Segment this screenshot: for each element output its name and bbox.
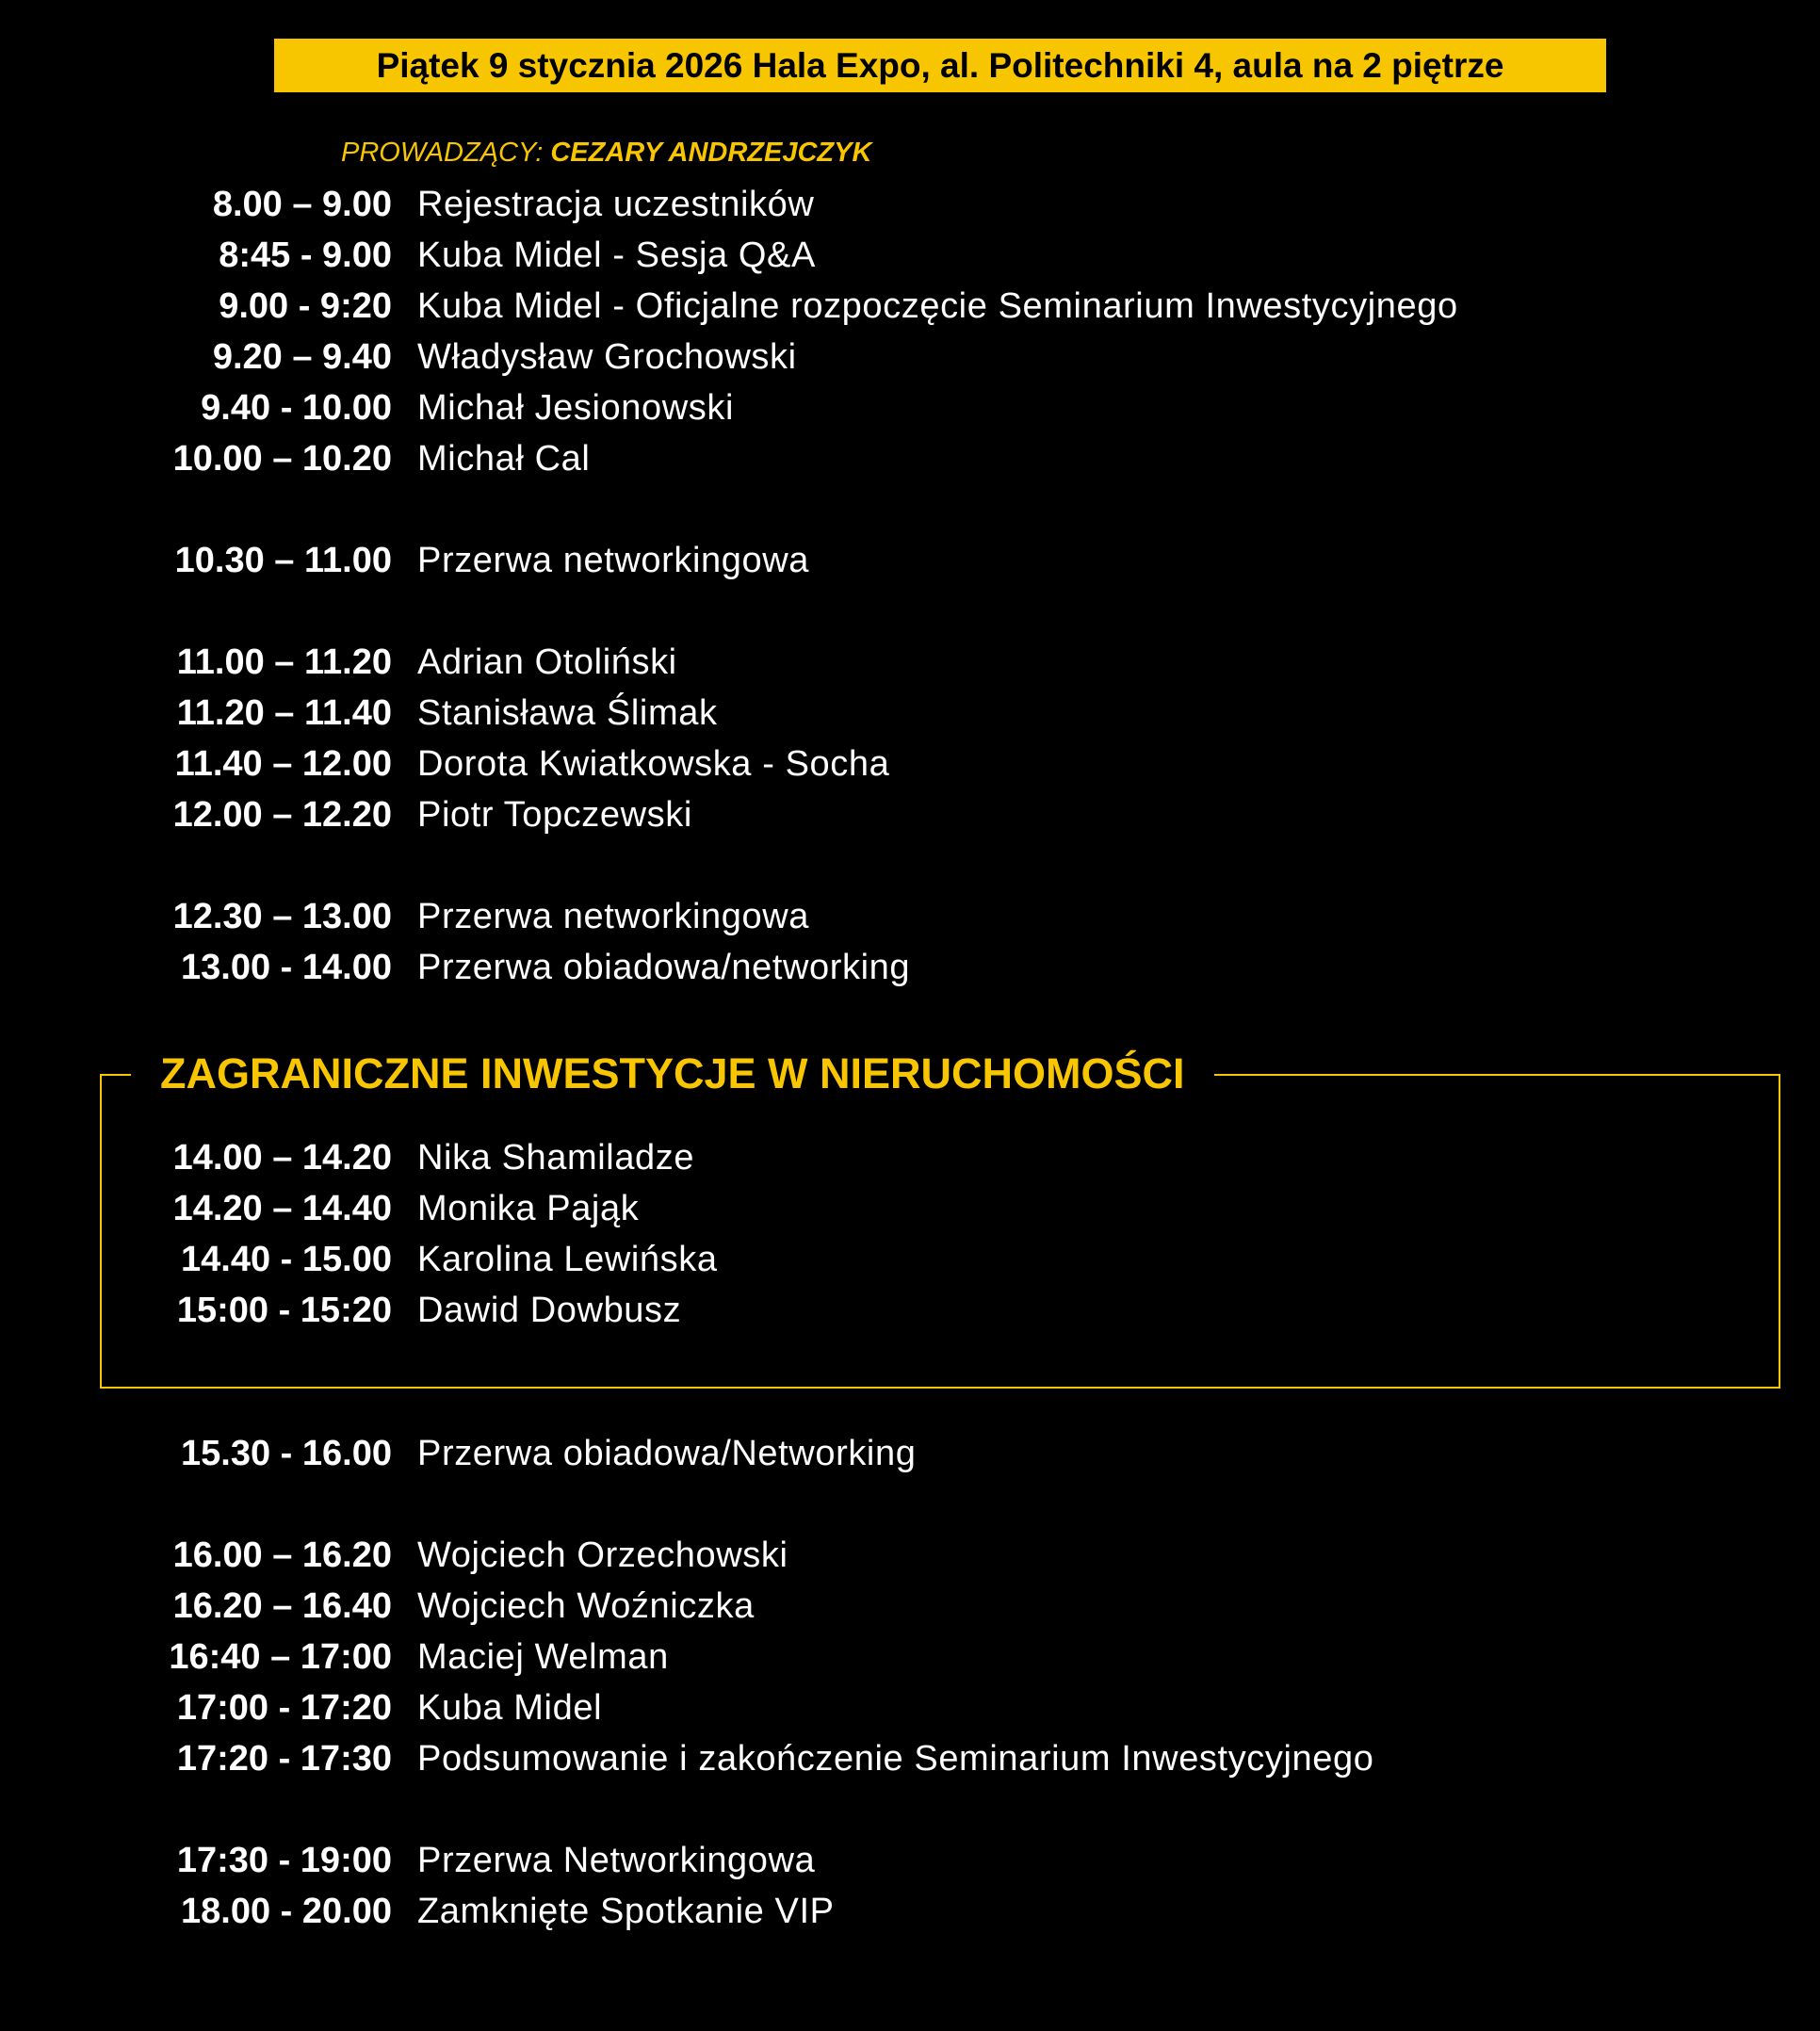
- schedule-row: [0, 1886, 1820, 1937]
- schedule-title: Kuba Midel: [417, 1688, 603, 1728]
- schedule-time: 11.40 – 12.00: [174, 744, 392, 784]
- schedule-title: Kuba Midel - Sesja Q&A: [417, 236, 816, 275]
- host-label: PROWADZĄCY:: [341, 138, 551, 168]
- schedule-time: 17:00 - 17:20: [176, 1688, 392, 1728]
- schedule-title: Nika Shamiladze: [417, 1138, 695, 1178]
- section-row: [0, 1183, 1820, 1234]
- schedule-time: 15:00 - 15:20: [176, 1291, 392, 1330]
- schedule-row: [0, 739, 1820, 789]
- schedule-title: Karolina Lewińska: [417, 1240, 718, 1279]
- schedule-title: Przerwa obiadowa/networking: [417, 948, 911, 987]
- schedule-time: 10.00 – 10.20: [172, 439, 392, 479]
- schedule-row: [0, 332, 1820, 382]
- schedule-title: Władysław Grochowski: [417, 337, 797, 377]
- schedule-time: 17:30 - 19:00: [176, 1841, 392, 1880]
- schedule-time: 14.20 – 14.40: [172, 1189, 392, 1228]
- host-line: [341, 136, 871, 170]
- schedule-time: 14.00 – 14.20: [172, 1138, 392, 1178]
- schedule-title: Stanisława Ślimak: [417, 693, 718, 733]
- schedule-title: Rejestracja uczestników: [417, 185, 815, 224]
- schedule-row: [0, 789, 1820, 840]
- schedule-title: Wojciech Woźniczka: [417, 1586, 755, 1626]
- schedule-row: [0, 281, 1820, 332]
- schedule-time: 16.20 – 16.40: [172, 1586, 392, 1626]
- schedule-row: [0, 1428, 1820, 1479]
- schedule-title: Przerwa networkingowa: [417, 541, 809, 580]
- schedule-title: Adrian Otoliński: [417, 642, 677, 682]
- schedule-title: Kuba Midel - Oficjalne rozpoczęcie Seminarium Inwestycyjnego: [417, 286, 1458, 326]
- schedule-row: [0, 433, 1820, 484]
- schedule-row: [0, 942, 1820, 993]
- host-name: CEZARY ANDRZEJCZYK: [550, 138, 872, 168]
- schedule-row: [0, 1835, 1820, 1886]
- schedule-title: Piotr Topczewski: [417, 795, 692, 835]
- schedule-time: 8.00 – 9.00: [212, 185, 392, 224]
- schedule-time: 13.00 - 14.00: [181, 948, 392, 987]
- schedule-time: 9.20 – 9.40: [212, 337, 392, 377]
- schedule-row: [0, 179, 1820, 230]
- schedule-row: [0, 688, 1820, 739]
- schedule-title: Monika Pająk: [417, 1189, 640, 1228]
- schedule-row: [0, 535, 1820, 586]
- schedule-title: Dawid Dowbusz: [417, 1291, 682, 1330]
- schedule-time: 9.00 - 9:20: [219, 286, 392, 326]
- schedule-row: [0, 1632, 1820, 1682]
- schedule-row: [0, 230, 1820, 281]
- schedule-row: [0, 891, 1820, 942]
- schedule-title: Maciej Welman: [417, 1637, 669, 1677]
- schedule-row: [0, 1733, 1820, 1784]
- schedule-time: 18.00 - 20.00: [181, 1892, 392, 1931]
- schedule-time: 14.40 - 15.00: [181, 1240, 392, 1279]
- schedule-row: [0, 1581, 1820, 1632]
- schedule-title: Przerwa obiadowa/Networking: [417, 1434, 917, 1473]
- schedule-time: 12.00 – 12.20: [172, 795, 392, 835]
- schedule-title: Dorota Kwiatkowska - Socha: [417, 744, 890, 784]
- schedule-row: [0, 1682, 1820, 1733]
- schedule-title: Michał Cal: [417, 439, 591, 479]
- schedule-time: 11.20 – 11.40: [176, 693, 392, 733]
- schedule-time: 10.30 – 11.00: [174, 541, 392, 580]
- schedule-time: 11.00 – 11.20: [176, 642, 392, 682]
- schedule-time: 17:20 - 17:30: [176, 1739, 392, 1779]
- schedule-title: Wojciech Orzechowski: [417, 1535, 788, 1575]
- section-title: ZAGRANICZNE INWESTYCJE W NIERUCHOMOŚCI: [131, 1048, 1214, 1100]
- schedule-title: Przerwa networkingowa: [417, 897, 809, 936]
- schedule-title: Zamknięte Spotkanie VIP: [417, 1892, 835, 1931]
- section-row: [0, 1132, 1820, 1183]
- schedule-time: 16.00 – 16.20: [172, 1535, 392, 1575]
- schedule-time: 15.30 - 16.00: [181, 1434, 392, 1473]
- schedule-title: Przerwa Networkingowa: [417, 1841, 816, 1880]
- schedule-row: [0, 637, 1820, 688]
- schedule-row: [0, 382, 1820, 433]
- schedule-time: 16:40 – 17:00: [169, 1637, 392, 1677]
- section-row: [0, 1285, 1820, 1336]
- schedule-time: 9.40 - 10.00: [201, 388, 392, 428]
- schedule-time: 8:45 - 9.00: [219, 236, 392, 275]
- schedule-title: Podsumowanie i zakończenie Seminarium Inwestycyjnego: [417, 1739, 1374, 1779]
- event-date-location-banner: Piątek 9 stycznia 2026 Hala Expo, al. Politechniki 4, aula na 2 piętrze: [274, 39, 1606, 92]
- section-row: [0, 1234, 1820, 1285]
- schedule-time: 12.30 – 13.00: [172, 897, 392, 936]
- schedule-row: [0, 1530, 1820, 1581]
- schedule-title: Michał Jesionowski: [417, 388, 735, 428]
